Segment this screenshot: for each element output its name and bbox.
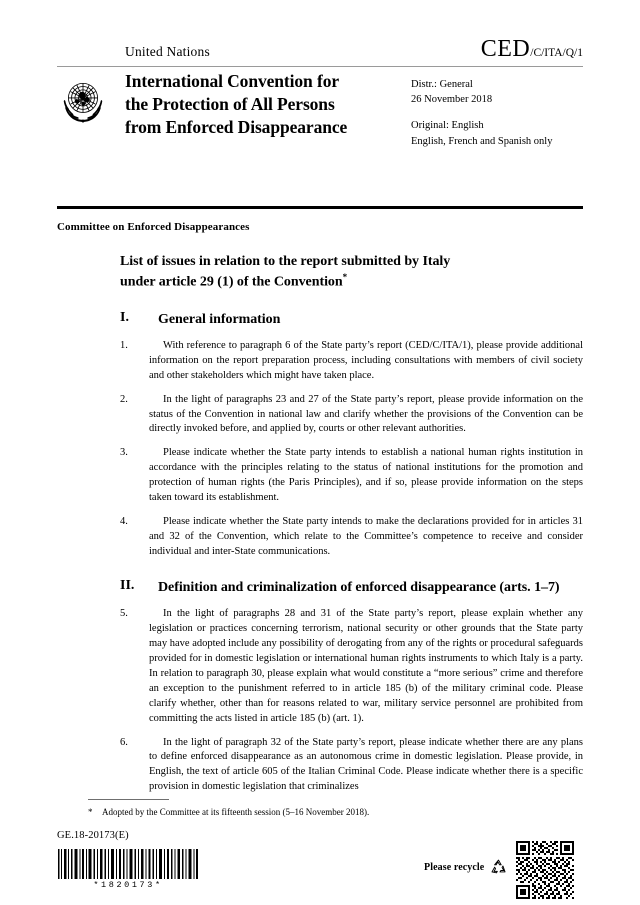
section-title-1: General information — [158, 312, 281, 328]
section-heading-1 — [120, 310, 583, 330]
masthead — [57, 36, 583, 67]
section-heading-2 — [120, 578, 583, 598]
page-title-line-1: List of issues in relation to the report submitted by Italy — [120, 254, 451, 269]
document-body — [120, 252, 583, 804]
paragraph-4 — [120, 515, 583, 560]
paragraph-number-2: 2. — [120, 393, 128, 405]
paragraph-text-6: In the light of paragraph 32 of the State party’s report, please indicate whether there are any plans to define enforced disappearance as an autonomous crime in domestic legislation. Please provide, in English, the text of article 605 of the Italian Criminal Code. Please indicate whether there is a specific provision in domestic legislation that criminalizes — [149, 736, 583, 793]
distribution-type: Distr.: General — [411, 79, 473, 90]
paragraph-number-5: 5. — [120, 608, 128, 620]
qr-code-icon — [516, 841, 574, 899]
title-block — [57, 70, 583, 149]
paragraph-5 — [120, 607, 583, 726]
paragraph-2 — [120, 393, 583, 438]
paragraph-text-5: In the light of paragraphs 28 and 31 of the State party’s report, please explain whether any legislation or practices concerning terrorism, national security or other grounds that the State party may have adopted include any possibility of derogating from any of the rights or procedural safeguards provided for in domestic legislation or international human rights instruments to which Italy is a party. In relation to paragraph 30, please explain what would constitute a “more serious” crime and therefore an exception to the punishment referred to in article 185 (b) of the military criminal code. Please clarify whether, other than for reasons related to war, military service personnel are prohibited from committing the acts listed in article 185 (b) (art. 1). — [149, 608, 583, 724]
footnote-text — [88, 806, 508, 818]
page-title-line-2: under article 29 (1) of the Convention — [120, 274, 343, 290]
section-spacer — [120, 569, 583, 578]
paragraph-3 — [120, 446, 583, 506]
page-title — [120, 252, 583, 292]
distribution-spacer — [411, 107, 583, 118]
footnote — [88, 799, 508, 818]
paragraph-text-2: In the light of paragraphs 23 and 27 of the State party’s report, please provide information on the status of the Convention in national law and clarify whether the provisions of the Convention can be directly invoked before, and applied by, courts or other relevant authorities. — [149, 393, 583, 435]
masthead-rule — [57, 66, 583, 67]
paragraph-number-1: 1. — [120, 339, 128, 351]
recycle-notice — [424, 858, 508, 877]
distribution-date: 26 November 2018 — [411, 94, 493, 106]
footnote-marker: * — [88, 807, 93, 817]
emblem-cell — [57, 70, 125, 149]
paragraph-number-6: 6. — [120, 736, 128, 748]
barcode — [57, 849, 199, 890]
paragraph-number-4: 4. — [120, 515, 128, 527]
paragraph-text-3: Please indicate whether the State party intends to establish a national human rights institution in accordance with the principles relating to the status of national institutions for the promotion and protection of human rights (the Paris Principles), and if so, please provide information on the steps taken toward its establishment. — [149, 447, 583, 504]
section-divider-rule — [57, 206, 583, 209]
barcode-number: *1820173* — [93, 880, 163, 890]
original-language: Original: English — [411, 120, 484, 132]
footnote-body: Adopted by the Committee at its fifteenth session (5–16 November 2018). — [102, 807, 370, 817]
section-number-2: II. — [120, 577, 135, 593]
organization-name: United Nations — [125, 44, 210, 59]
paragraph-1 — [120, 339, 583, 384]
available-languages: English, French and Spanish only — [411, 135, 553, 147]
paragraph-number-3: 3. — [120, 447, 128, 459]
title-footnote-marker: * — [342, 272, 348, 283]
section-number-1: I. — [120, 310, 129, 326]
paragraph-text-4: Please indicate whether the State party intends to make the declarations provided for in articles 31 and 32 of the Convention, which relate to the Committee’s competence to receive and consider individual and inter-State communications. — [149, 515, 583, 557]
convention-title-line-2: the Protection of All Persons — [125, 94, 335, 115]
recycle-label: Please recycle — [424, 862, 485, 873]
document-symbol — [481, 36, 583, 63]
section-title-2: Definition and criminalization of enforced disappearance (arts. 1–7) — [158, 579, 560, 595]
recycle-icon — [489, 858, 508, 877]
paragraph-text-1: With reference to paragraph 6 of the State party’s report (CED/C/ITA/1), please provide additional information on the report preparation process, including consultations with members of civil society and other stakeholders which might have taken place. — [149, 339, 583, 381]
committee-name: Committee on Enforced Disappearances — [57, 221, 250, 233]
convention-title-line-3: from Enforced Disappearance — [125, 117, 348, 138]
masthead-row — [57, 36, 583, 63]
barcode-icon — [57, 849, 199, 879]
footnote-rule — [88, 799, 169, 800]
document-symbol-main: CED — [480, 36, 531, 62]
document-code: GE.18-20173(E) — [57, 830, 129, 841]
convention-title-line-1: International Convention for — [125, 71, 340, 91]
un-emblem-icon — [57, 74, 109, 126]
convention-title — [125, 70, 411, 149]
distribution-block — [411, 70, 583, 149]
document-symbol-suffix: /C/ITA/Q/1 — [530, 47, 583, 59]
paragraph-6 — [120, 736, 583, 796]
